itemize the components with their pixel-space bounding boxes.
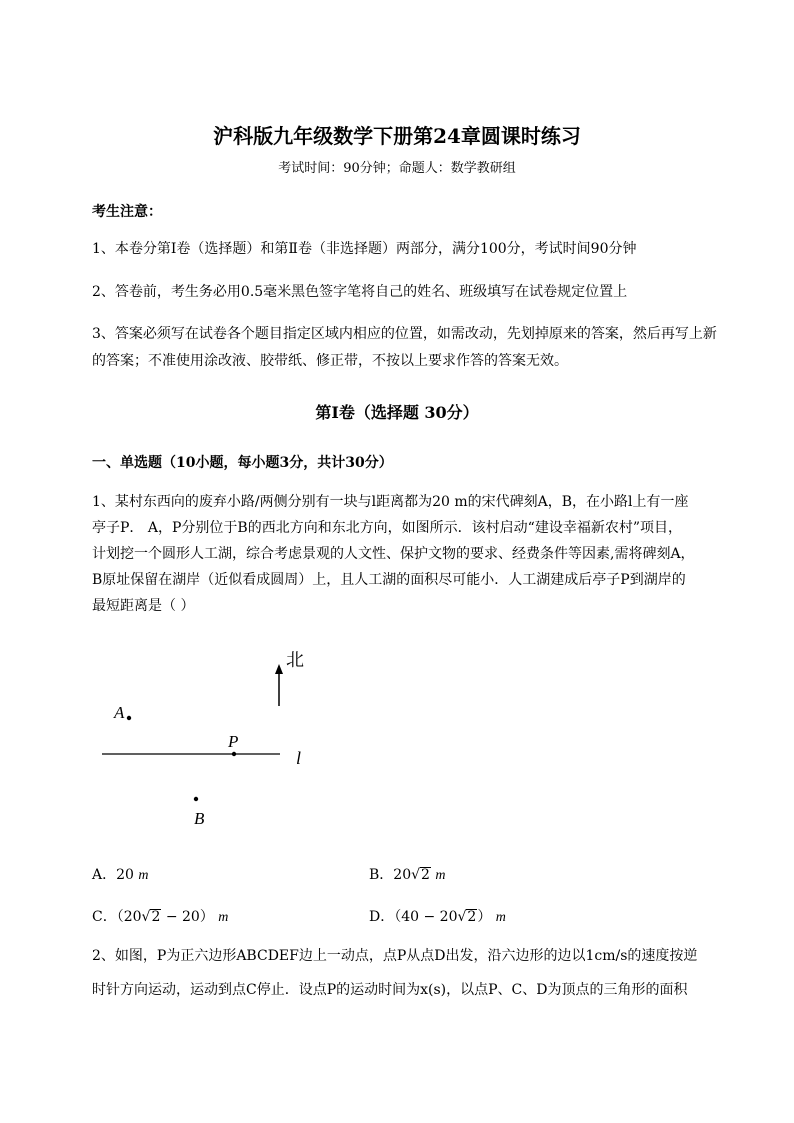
point-b [194, 797, 198, 801]
option-c-unit: m [218, 910, 229, 925]
option-b-text: B．20 [369, 867, 412, 883]
notice-item-1: 1、本卷分第I卷（选择题）和第Ⅱ卷（非选择题）两部分，满分100分，考试时间90分钟 [92, 241, 637, 257]
q1-line-1: 1、某村东西向的废弃小路/两侧分别有一块与l距离都为20 m的宋代碑刻A，B，在小路l上有一座 [92, 494, 689, 510]
option-c-tail: − 20） [161, 909, 214, 925]
point-p-label: P [228, 732, 239, 751]
north-arrow-head [275, 664, 283, 674]
option-b-radicand: 2 [421, 867, 430, 883]
notice-item-3-line-2: 的答案；不准使用涂改液、胶带纸、修正带，不按以上要求作答的答案无效。 [92, 353, 568, 369]
option-b-unit: m [435, 868, 446, 883]
q1-line-3: 计划挖一个圆形人工湖，综合考虑景观的人文性、保护文物的要求、经费条件等因素,需将碑刻A， [92, 546, 695, 562]
option-d-unit: m [495, 910, 506, 925]
q1-figure [90, 640, 330, 840]
part-title: 一、单选题（10小题，每小题3分，共计30分） [92, 455, 393, 471]
section-title: 第I卷（选择题 30分） [315, 403, 479, 422]
notice-heading: 考生注意： [92, 204, 162, 220]
notice-item-3-line-1: 3、答案必须写在试卷各个题目指定区域内相应的位置，如需改动，先划掉原来的答案，然后再写上新 [92, 326, 717, 342]
option-a-text: A．20 [92, 867, 134, 883]
page-title: 沪科版九年级数学下册第24章圆课时练习 [213, 124, 581, 148]
option-a-unit: m [138, 868, 149, 883]
point-a-label: A [114, 703, 125, 722]
road-l-label: l [296, 748, 302, 768]
point-a [127, 716, 131, 720]
q2-line-1: 2、如图，P为正六边形ABCDEF边上一动点，点P从点D出发，沿六边形的边以1cm/s的速度按逆 [92, 948, 698, 964]
option-d-radicand: 2 [467, 909, 477, 925]
q1-line-5: 最短距离是（ ） [92, 598, 195, 614]
q1-line-4: B原址保留在湖岸（近似看成圆周）上，且人工湖的面积尽可能小．人工湖建成后亭子P到湖岸的 [92, 572, 686, 588]
point-p [232, 752, 236, 756]
notice-item-2: 2、答卷前，考生务必用0.5毫米黑色签字笔将自己的姓名、班级填写在试卷规定位置上 [92, 284, 628, 300]
option-d-tail: ） [477, 909, 492, 925]
option-c-radicand: 2 [151, 909, 161, 925]
q1-option-c[interactable]: C．（20√2 − 20） m [92, 909, 229, 925]
q1-option-d[interactable]: D．（40 − 20√2） m [369, 909, 506, 925]
q1-option-b[interactable]: B．20√2 m [369, 867, 446, 883]
q1-line-2: 亭子P． A，P分别位于B的西北方向和东北方向，如图所示．该村启动“建设幸福新农村”项目， [92, 520, 683, 536]
option-c-text: C．（20 [92, 909, 142, 925]
point-b-label: B [194, 809, 205, 828]
exam-info: 考试时间：90分钟；命题人：数学教研组 [278, 161, 516, 176]
q2-line-2: 时针方向运动，运动到点C停止．设点P的运动时间为x(s)，以点P、C、D为顶点的三角形的面积 [92, 982, 688, 998]
option-d-text: D．（40 − 20 [369, 909, 458, 925]
north-label: 北 [286, 650, 304, 671]
q1-option-a[interactable] [92, 864, 149, 884]
